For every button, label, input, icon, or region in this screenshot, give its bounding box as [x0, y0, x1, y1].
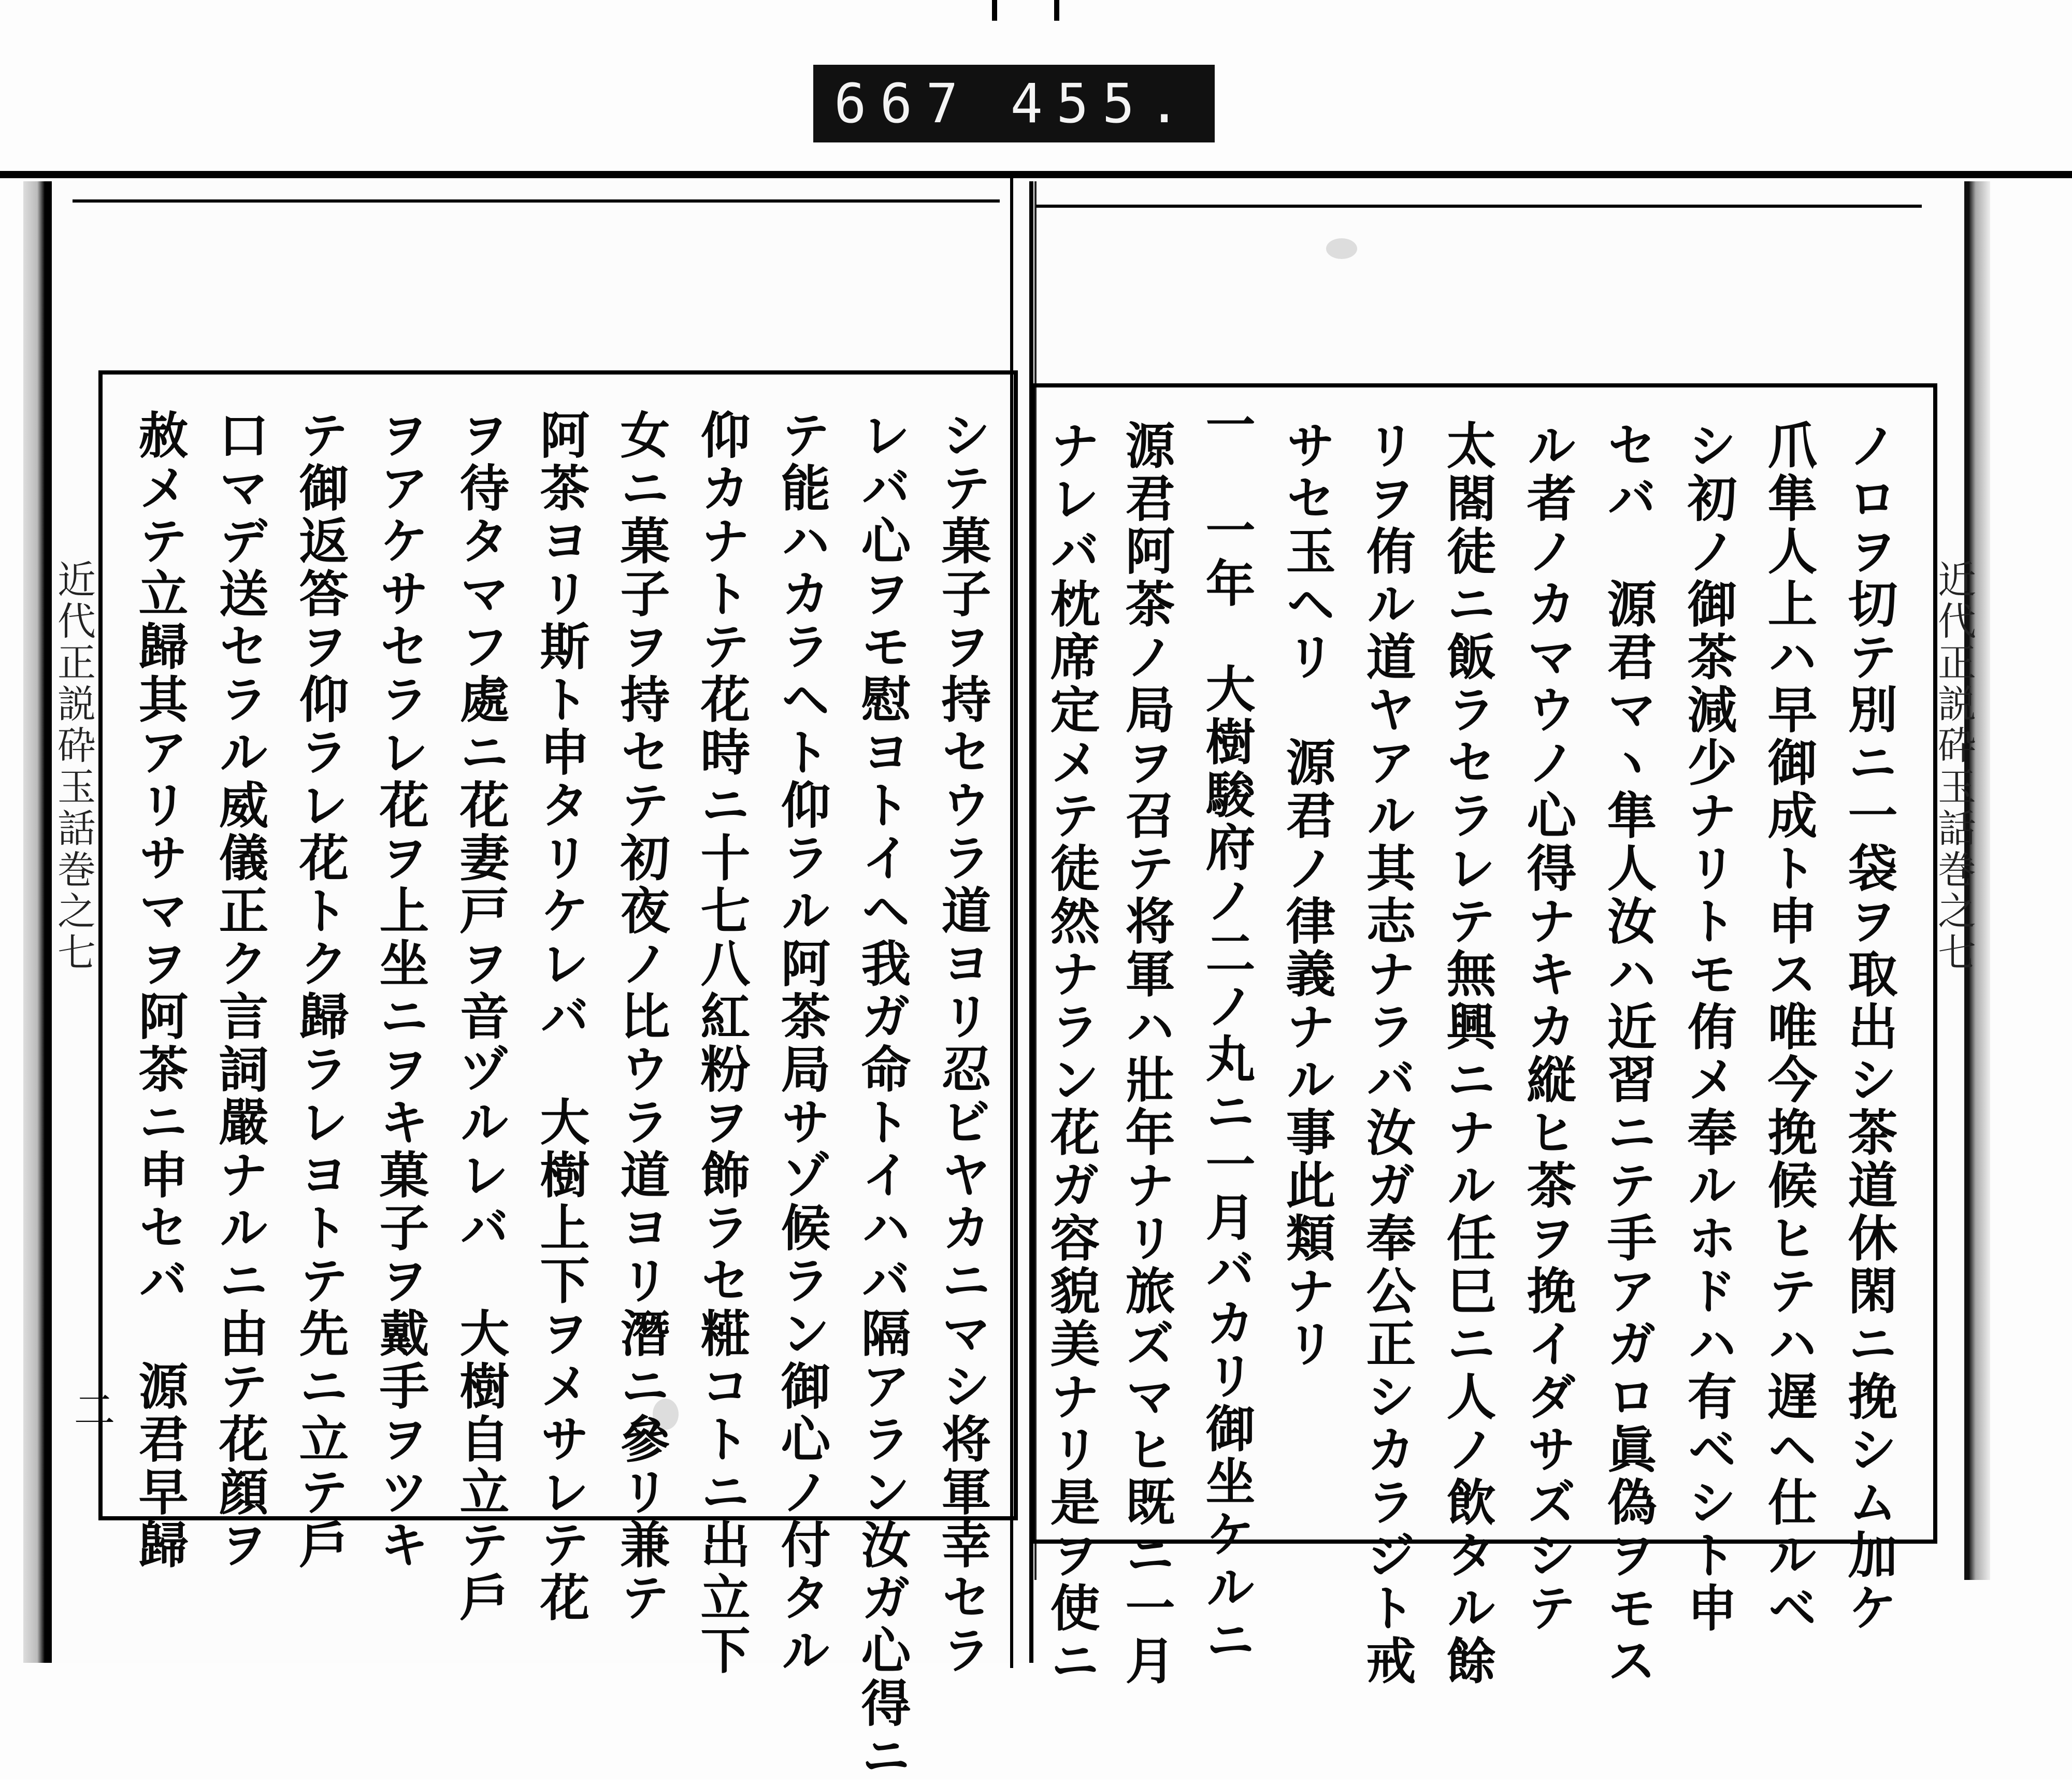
text-column: 赦メテ立歸其アリサマヲ阿茶ニ申セバ 源君早歸 — [131, 409, 189, 1572]
text-column: 女ニ菓子ヲ持セテ初夜ノ比ウラ道ヨリ潛ニ參リ兼テ — [612, 409, 671, 1624]
text-column: 源君阿茶ノ局ヲ召テ将軍ハ壯年ナリ旅ズマヒ既ニ一月 — [1117, 420, 1176, 1688]
text-column: ナレバ枕席定メテ徒然ナラン花ガ容貌美ナリ是ヲ使ニ — [1042, 420, 1101, 1688]
text-column: サセ玉ヘリ 源君ノ律義ナル事此類ナリ — [1278, 420, 1336, 1371]
paper-stain — [1326, 238, 1357, 259]
text-column: ル者ノカマウノ心得ナキカ縦ヒ茶ヲ挽イダサズシテ — [1519, 420, 1577, 1635]
text-column: 口マデ送セラル威儀正ク言詞嚴ナルニ由テ花顔ヲ — [211, 409, 269, 1572]
text-column: 阿茶ヨリ斯ト申タリケレバ 大樹上下ヲメサレテ花 — [532, 409, 591, 1624]
text-column: 仰カナトテ花時ニ十七八紅粉ヲ飾ラセ糚コトニ出立下 — [693, 409, 751, 1677]
scan-edge-mark — [992, 0, 997, 21]
paper-stain — [653, 1399, 679, 1430]
text-column: ヲアケサセラレ花ヲ上坐ニヲキ菓子ヲ戴手ヲツキ — [371, 409, 430, 1572]
text-column: シ初ノ御茶減少ナリトモ侑メ奉ルホドハ有ベシト申 — [1679, 420, 1738, 1635]
text-column: 爪隼人上ハ早御成ト申ス唯今挽候ヒテハ遅ヘ仕ルベ — [1760, 420, 1818, 1635]
right-margin-title: 近代正説砕玉話巻之七 — [1932, 559, 1976, 974]
text-column: ヲ待タマフ處ニ花妻戸ヲ音ヅルレバ 大樹自立テ戶 — [452, 409, 510, 1624]
text-column: ノロヲ切テ別ニ一袋ヲ取出シ茶道休閑ニ挽シム加ケ — [1840, 420, 1898, 1635]
archive-label-right-number: 455. — [1010, 72, 1194, 135]
text-column: テ御返答ヲ仰ラレ花トク歸ラレヨトテ先ニ立テ戶 — [291, 409, 350, 1572]
archive-label-left-number: 667 — [834, 72, 972, 135]
left-page-top-rule — [73, 199, 1000, 203]
text-column: セバ 源君マヽ隼人汝ハ近習ニテ手アガロ眞偽ヲモス — [1599, 420, 1658, 1688]
text-column: テ能ハカラヘト仰ラル阿茶局サゾ候ラン御心ノ付タル — [773, 409, 831, 1677]
text-column: 太閤徒ニ飯ラセラレテ無興ニナル任巳ニ人ノ飲タル餘 — [1438, 420, 1497, 1688]
right-page-top-rule — [1036, 205, 1922, 208]
archive-label — [813, 65, 1215, 142]
text-column: 一 一年 大樹駿府ノ二ノ丸ニ一月バカリ御坐ケルニ — [1198, 399, 1256, 1667]
text-column: リヲ侑ル道ヤアル其志ナラバ汝ガ奉公正シカラジト戒 — [1358, 420, 1417, 1688]
text-column: レバ心ヲモ慰ヨトイヘ我ガ命トイハバ隔アラン汝ガ心得ニ — [853, 409, 912, 1783]
book-edge-shadow — [23, 181, 47, 1663]
scan-edge-mark — [1054, 0, 1059, 21]
folio-number: 二 — [67, 1388, 115, 1430]
text-column: シテ菓子ヲ持セウラ道ヨリ忍ビヤカニマシ将軍幸セラ — [933, 409, 992, 1677]
left-margin-title: 近代正説砕玉話巻之七 — [51, 559, 96, 974]
